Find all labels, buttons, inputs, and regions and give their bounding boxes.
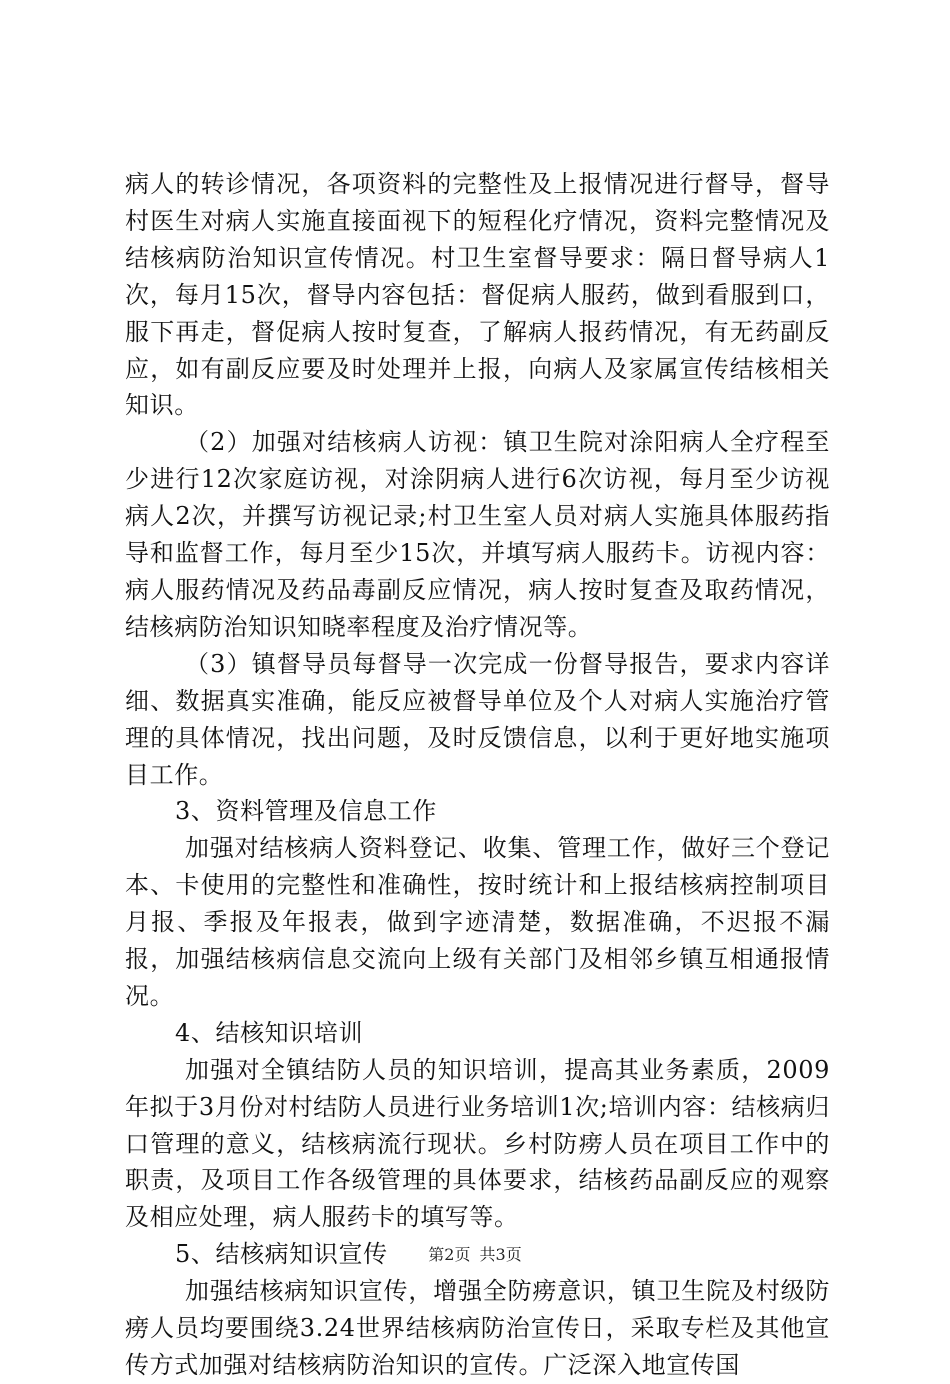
paragraph-training: 加强对全镇结防人员的知识培训，提高其业务素质，2009年拟于3月份对村结防人员进行业务培训1次;培训内容：结核病归口管理的意义，结核病流行现状。乡村防痨人员在项目工作中的职责，及项目工作各级管理的具体要求，结核药品副反应的观察及相应处理，病人服药卡的填写等。 bbox=[125, 1055, 830, 1232]
document-body bbox=[125, 166, 830, 1384]
section-heading-publicity: 5、结核病知识宣传 bbox=[175, 1240, 388, 1269]
page-number: 第2页 bbox=[428, 1245, 471, 1264]
paragraph-publicity: 加强结核病知识宣传，增强全防痨意识，镇卫生院及村级防痨人员均要围绕3.24世界结核病防治宣传日，采取专栏及其他宣传方式加强对结核病防治知识的宣传。广泛深入地宣传国 bbox=[125, 1277, 830, 1379]
paragraph-supervision-report: （3）镇督导员每督导一次完成一份督导报告，要求内容详细、数据真实准确，能反应被督导单位及个人对病人实施治疗管理的具体情况，找出问题，及时反馈信息，以利于更好地实施项目工作。 bbox=[125, 649, 830, 789]
page-total: 共3页 bbox=[479, 1245, 522, 1264]
paragraph-continuation: 病人的转诊情况，各项资料的完整性及上报情况进行督导，督导村医生对病人实施直接面视下的短程化疗情况，资料完整情况及结核病防治知识宣传情况。村卫生室督导要求：隔日督导病人1次，每月15次，督导内容包括：督促病人服药，做到看服到口，服下再走，督促病人按时复查，了解病人报药情况，有无药副反应，如有副反应要及时处理并上报，向病人及家属宣传结核相关知识。 bbox=[125, 170, 830, 420]
page-footer bbox=[0, 1245, 950, 1265]
paragraph-visit: （2）加强对结核病人访视：镇卫生院对涂阳病人全疗程至少进行12次家庭访视，对涂阴病人进行6次访视，每月至少访视病人2次，并撰写访视记录;村卫生室人员对病人实施具体服药指导和监督工作，每月至少15次，并填写病人服药卡。访视内容：病人服药情况及药品毒副反应情况，病人按时复查及取药情况，结核病防治知识知晓率程度及治疗情况等。 bbox=[125, 428, 830, 641]
section-heading-training: 4、结核知识培训 bbox=[175, 1018, 364, 1047]
section-heading-data-management: 3、资料管理及信息工作 bbox=[175, 797, 437, 826]
paragraph-data-management: 加强对结核病人资料登记、收集、管理工作，做好三个登记本、卡使用的完整性和准确性，按时统计和上报结核病控制项目月报、季报及年报表，做到字迹清楚，数据准确，不迟报不漏报，加强结核病信息交流向上级有关部门及相邻乡镇互相通报情况。 bbox=[125, 834, 830, 1010]
